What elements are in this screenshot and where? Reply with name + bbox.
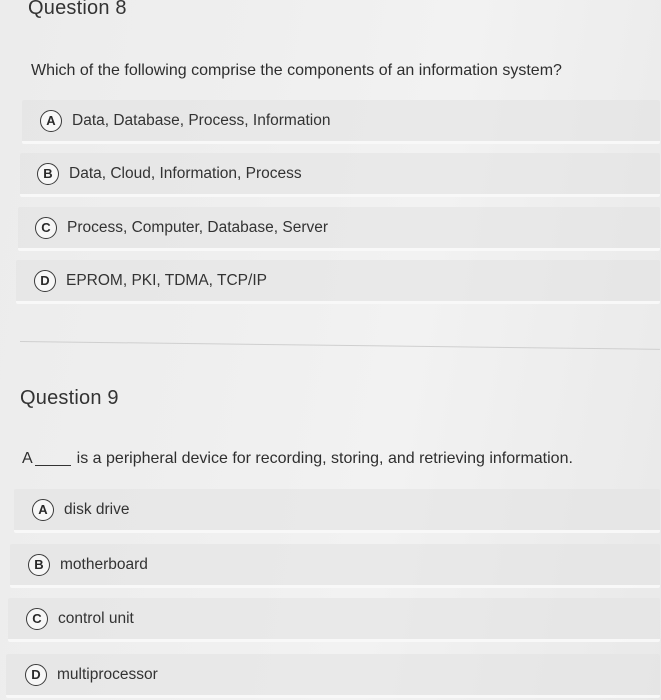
fill-in-blank bbox=[35, 465, 71, 466]
question-9-option-d[interactable] bbox=[6, 654, 660, 698]
option-letter-badge: D bbox=[25, 664, 47, 686]
question-divider bbox=[20, 341, 660, 350]
option-letter-badge: C bbox=[35, 217, 57, 239]
option-text: control unit bbox=[58, 609, 134, 627]
option-letter-badge: D bbox=[34, 270, 56, 292]
question-9-prompt bbox=[22, 450, 573, 468]
question-8-prompt: Which of the following comprise the components of an information system? bbox=[31, 62, 562, 79]
option-letter-badge: B bbox=[28, 554, 50, 576]
option-text: multiprocessor bbox=[57, 665, 158, 683]
option-text: EPROM, PKI, TDMA, TCP/IP bbox=[66, 271, 267, 289]
question-8-option-d[interactable] bbox=[16, 260, 660, 304]
option-text: Data, Cloud, Information, Process bbox=[69, 164, 302, 182]
question-9-option-c[interactable] bbox=[8, 598, 660, 642]
question-8-option-a[interactable] bbox=[22, 100, 660, 144]
option-letter-badge: C bbox=[26, 608, 48, 630]
question-8-option-c[interactable] bbox=[18, 207, 660, 251]
question-9-title: Question 9 bbox=[20, 387, 119, 409]
option-text: disk drive bbox=[64, 500, 130, 518]
option-text: Data, Database, Process, Information bbox=[72, 111, 331, 129]
option-text: motherboard bbox=[60, 555, 148, 573]
option-letter-badge: A bbox=[40, 110, 62, 132]
prompt-prefix: A bbox=[22, 450, 33, 467]
question-8-title: Question 8 bbox=[28, 0, 127, 19]
option-text: Process, Computer, Database, Server bbox=[67, 218, 329, 236]
question-9-option-b[interactable] bbox=[10, 544, 660, 588]
prompt-suffix: is a peripheral device for recording, storing, and retrieving information. bbox=[76, 450, 573, 467]
question-8-option-b[interactable] bbox=[20, 153, 660, 197]
option-letter-badge: B bbox=[37, 163, 59, 185]
question-9-option-a[interactable] bbox=[14, 489, 660, 533]
option-letter-badge: A bbox=[32, 499, 54, 521]
